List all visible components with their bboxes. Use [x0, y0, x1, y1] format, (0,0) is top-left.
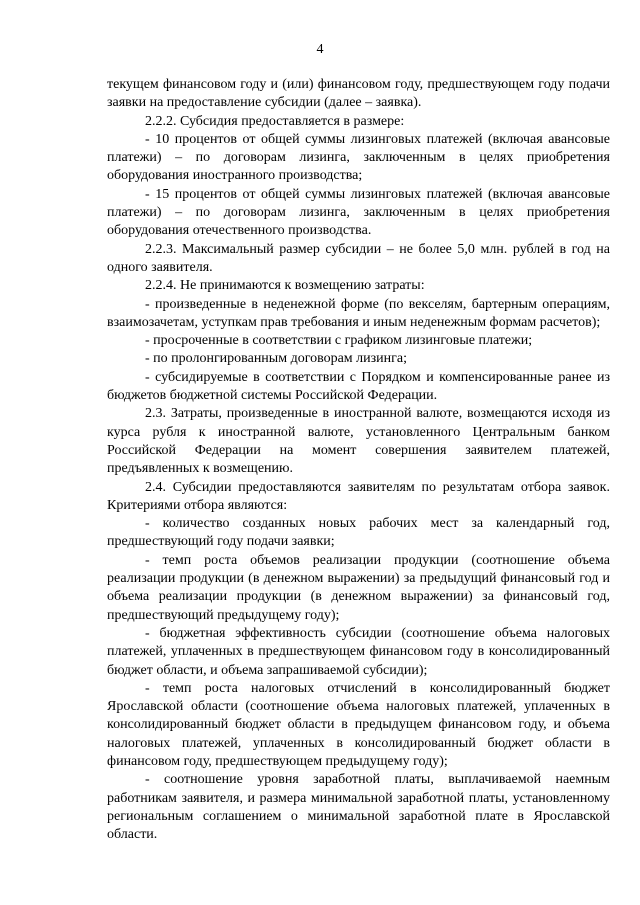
list-item-previously-compensated: - субсидируемые в соответствии с Порядком и компенсированные ранее из бюджетов бюджетной системы Российской Федерации.	[107, 369, 610, 404]
list-item-overdue-payments: - просроченные в соответствии с графиком лизинговые платежи;	[145, 333, 533, 349]
paragraph-continuation: текущем финансовом году и (или) финансовом году, предшествующем году подачи заявки на предоставление субсидии (далее – заявка).	[107, 77, 610, 111]
paragraph-2-4-heading: 2.4. Субсидии предоставляются заявителям по результатам отбора заявок. Критериями отбора являются:	[107, 479, 610, 513]
list-item-wage-ratio: - соотношение уровня заработной платы, выплачиваемой наемным работникам заявителя, и размера минимальной заработной платы, установленному региональным соглашением о минимальной заработной плате в Ярославской области.	[107, 772, 610, 843]
list-item-tax-growth: - темп роста налоговых отчислений в консолидированный бюджет Ярославской области (соотношение объема налоговых платежей, уплаченных в консолидированный бюджет области в предыдущем финансовом году, и объема налоговых платежей, уплаченных в консолидированный бюджет области в финансовом году, предшествующем предыдущему году);	[107, 680, 610, 769]
paragraph-2-3: 2.3. Затраты, произведенные в иностранной валюте, возмещаются исходя из курса рубля к иностранной валюте, установленного Центральным банком Российской Федерации на момент совершения заявителем платежей, предъявленных к возмещению.	[107, 406, 610, 477]
list-item-budget-efficiency: - бюджетная эффективность субсидии (соотношение объема налоговых платежей, уплаченных в предшествующем финансовом году в консолидированный бюджет области, и объема запрашиваемой субсидии);	[107, 625, 610, 678]
list-item-sales-growth: - темп роста объемов реализации продукции (соотношение объема реализации продукции (в денежном выражении) за предыдущий финансовый год и объема реализации продукции (в денежном выражении) за финансовый год, предшествующий предыдущему году);	[107, 552, 610, 623]
page-number: 4	[316, 42, 324, 57]
document-body	[107, 76, 610, 844]
list-item-foreign-equipment: - 10 процентов от общей суммы лизинговых платежей (включая авансовые платежи) – по договорам лизинга, заключенным в целях приобретения оборудования иностранного производства;	[107, 131, 610, 184]
paragraph-2-2-3: 2.2.3. Максимальный размер субсидии – не более 5,0 млн. рублей в год на одного заявителя.	[107, 241, 610, 275]
list-item-domestic-equipment: - 15 процентов от общей суммы лизинговых платежей (включая авансовые платежи) – по договорам лизинга, заключенным в целях приобретения оборудования отечественного производства.	[107, 186, 610, 239]
list-item-prolonged-contracts: - по пролонгированным договорам лизинга;	[145, 351, 408, 367]
list-item-non-monetary: - произведенные в неденежной форме (по векселям, бартерным операциям, взаимозачетам, уступкам прав требования и иным неденежным формам расчетов);	[107, 296, 610, 330]
list-item-new-jobs: - количество созданных новых рабочих мест за календарный год, предшествующий году подачи заявки;	[107, 516, 610, 550]
paragraph-2-2-2-heading: 2.2.2. Субсидия предоставляется в размере:	[145, 113, 405, 129]
paragraph-2-2-4-heading: 2.2.4. Не принимаются к возмещению затраты:	[145, 278, 425, 294]
